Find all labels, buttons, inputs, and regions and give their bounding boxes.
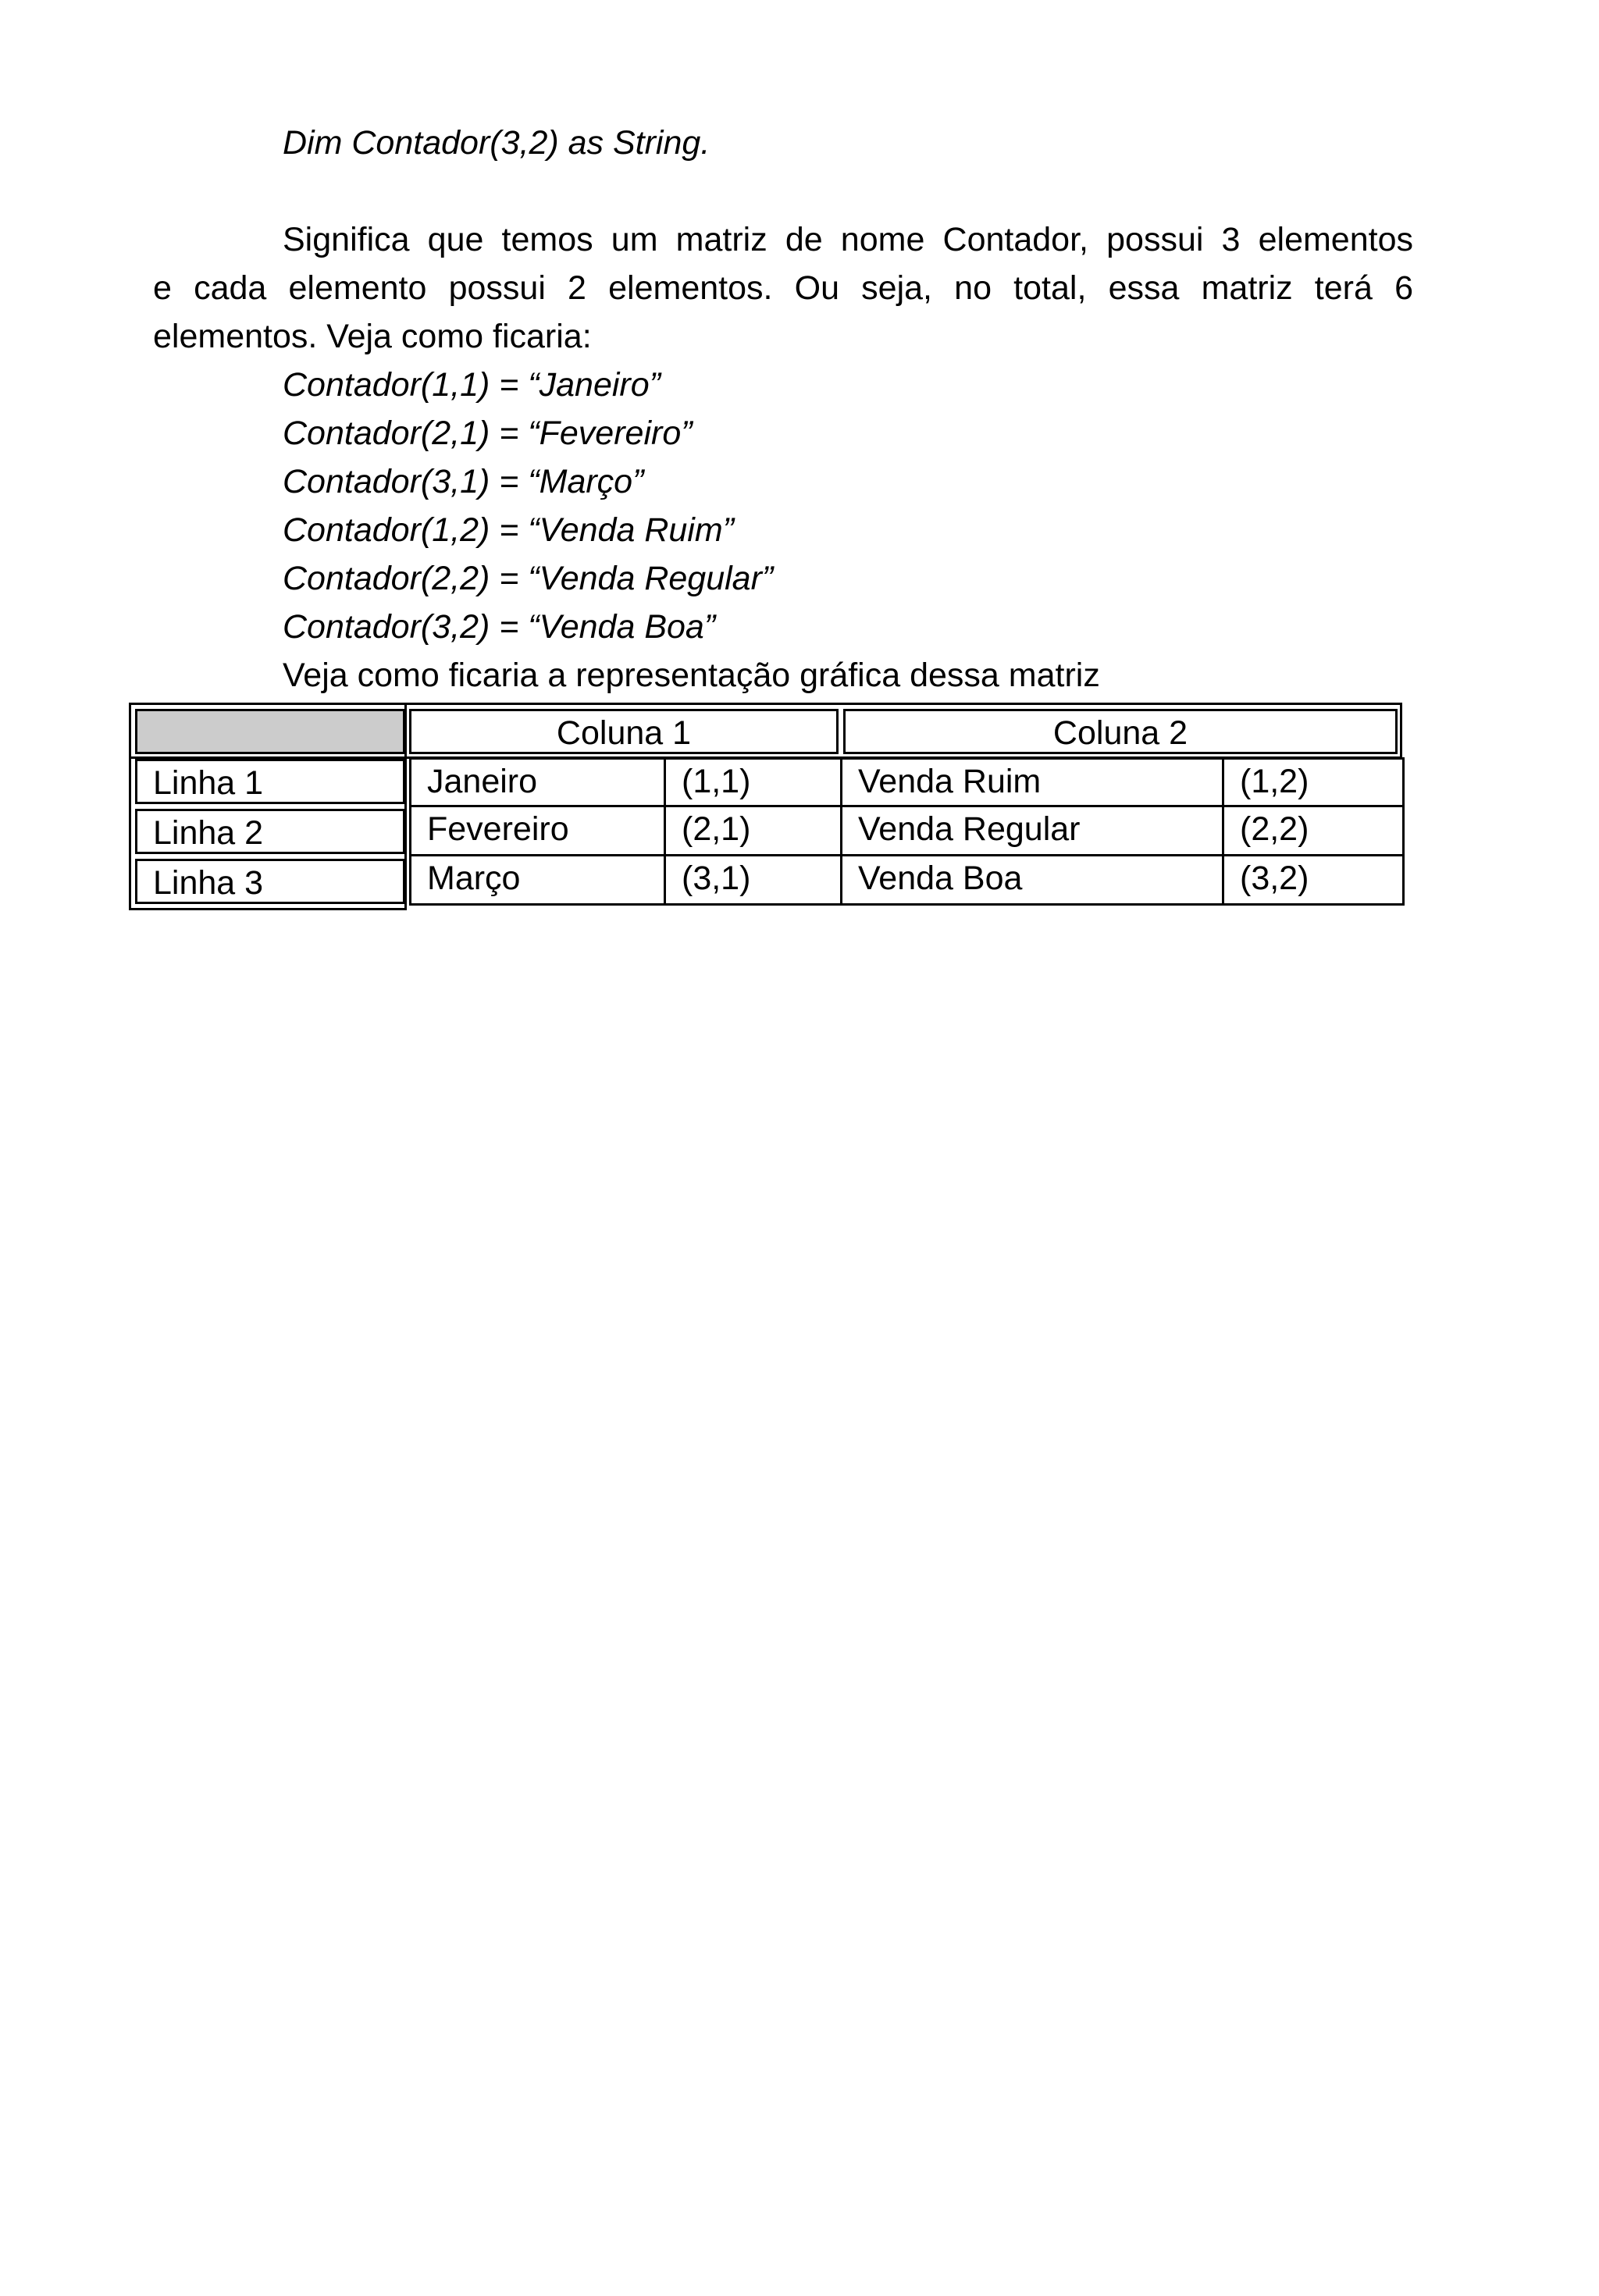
table-cell: (2,1) — [664, 805, 842, 856]
assignment-line: Contador(2,1) = “Fevereiro” — [283, 415, 693, 452]
table-cell: (3,1) — [664, 854, 842, 906]
assignment-line: Contador(3,1) = “Março” — [283, 463, 644, 500]
assignment-line: Contador(1,1) = “Janeiro” — [283, 366, 661, 404]
assignment-line: Contador(2,2) = “Venda Regular” — [283, 560, 774, 597]
table-cell: Venda Ruim — [840, 757, 1224, 807]
column-header-2: Coluna 2 — [843, 709, 1398, 754]
paragraph-line-3: elementos. Veja como ficaria: — [153, 318, 592, 355]
dim-declaration: Dim Contador(3,2) as String. — [283, 124, 710, 162]
row-label: Linha 2 — [135, 809, 405, 854]
corner-cell — [135, 709, 405, 754]
table-cell: Venda Boa — [840, 854, 1224, 906]
table-cell: (1,2) — [1222, 757, 1405, 807]
column-header-1: Coluna 1 — [409, 709, 839, 754]
table-cell: Janeiro — [409, 757, 666, 807]
row-label: Linha 3 — [135, 859, 405, 904]
paragraph-line-2: e cada elemento possui 2 elementos. Ou seja, no total, essa matriz terá 6 — [153, 269, 1413, 307]
assignment-line: Contador(1,2) = “Venda Ruim” — [283, 511, 734, 549]
table-cell: (2,2) — [1222, 805, 1405, 856]
table-intro: Veja como ficaria a representação gráfica dessa matriz — [283, 657, 1100, 694]
paragraph-line-1: Significa que temos um matriz de nome Contador, possui 3 elementos — [283, 221, 1413, 258]
row-label: Linha 1 — [135, 759, 405, 804]
table-cell: Março — [409, 854, 666, 906]
assignment-line: Contador(3,2) = “Venda Boa” — [283, 608, 716, 646]
table-cell: (3,2) — [1222, 854, 1405, 906]
table-cell: Venda Regular — [840, 805, 1224, 856]
table-cell: Fevereiro — [409, 805, 666, 856]
table-cell: (1,1) — [664, 757, 842, 807]
